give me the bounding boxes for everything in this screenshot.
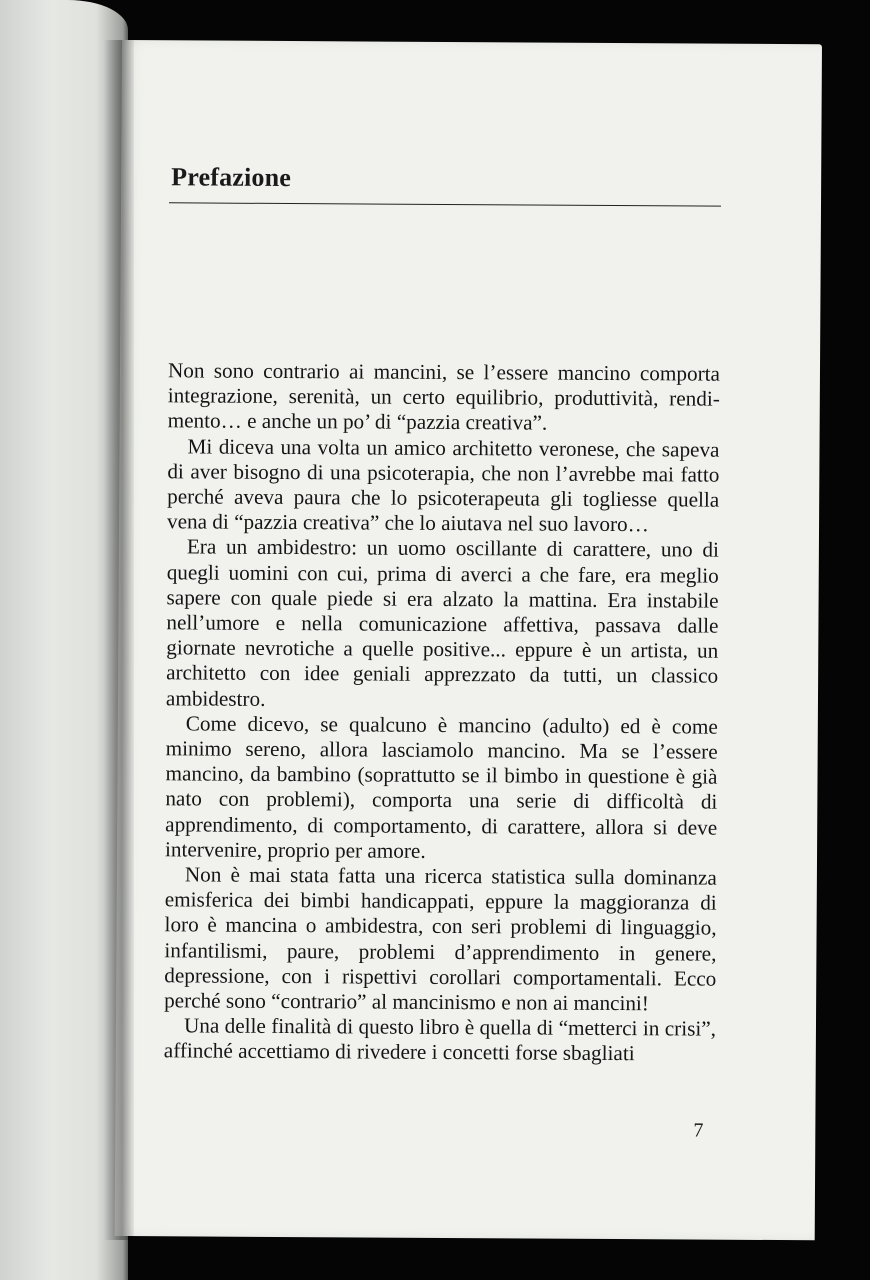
paragraph: Non è mai stata fatta una ricerca statistica sulla dominanza emisferica dei bimbi handicappati, eppure la maggioranza di loro è mancina o ambidestra, con seri problemi di linguaggio, infantilismi, paure, problemi d’apprendimento in genere, depressione, con i rispettivi corollari comportamentali. Ecco perché sono “contrario” al mancinismo e non ai mancini! xyxy=(164,862,717,1016)
page-number: 7 xyxy=(693,1119,704,1142)
paragraph: Non sono contrario ai mancini, se l’essere mancino comporta integrazione, serenità, un certo equilibrio, produttività, rendimento… e anche un po’ di “pazzia creativa”. xyxy=(167,358,721,436)
book-page xyxy=(115,40,822,1240)
gutter-shadow xyxy=(104,40,134,1240)
paragraph: Era un ambidestro: un uomo oscillante di carattere, uno di quegli uomini con cui, prima di averci a che fare, era meglio sapere con quale piede si era alzato la mattina. Era instabile nell’umore e nella comunicazione affettiva, passava dalle giornate nevrotiche a quelle positive... eppure è un artista, un architetto con idee geniali apprezzato da tutti, un classico ambidestro. xyxy=(165,534,719,711)
body-text xyxy=(164,358,720,1067)
paragraph: Come dicevo, se qualcuno è mancino (adulto) ed è come minimo sereno, allora lasciamolo mancino. Ma se l’essere mancino, da bambino (soprattutto se il bimbo in questione è già nato con problemi), comporta una serie di difficoltà di apprendimento, di comportamento, di carattere, allora si deve intervenire, proprio per amore. xyxy=(164,711,718,863)
chapter-title: Prefazione xyxy=(171,162,292,193)
paragraph: Mi diceva una volta un amico architetto veronese, che sapeva di aver bisogno di una psicoterapia, che non l’avrebbe mai fatto perché aveva paura che lo psicoterapeuta gli togliesse quella vena di “pazzia creativa” che lo aiutava nel suo lavoro… xyxy=(166,434,720,537)
title-underline xyxy=(169,202,721,206)
paragraph: Una delle finalità di questo libro è quella di “metterci in crisi”, affinché accettiamo di rivedere i concetti forse sbagliati xyxy=(163,1013,717,1066)
